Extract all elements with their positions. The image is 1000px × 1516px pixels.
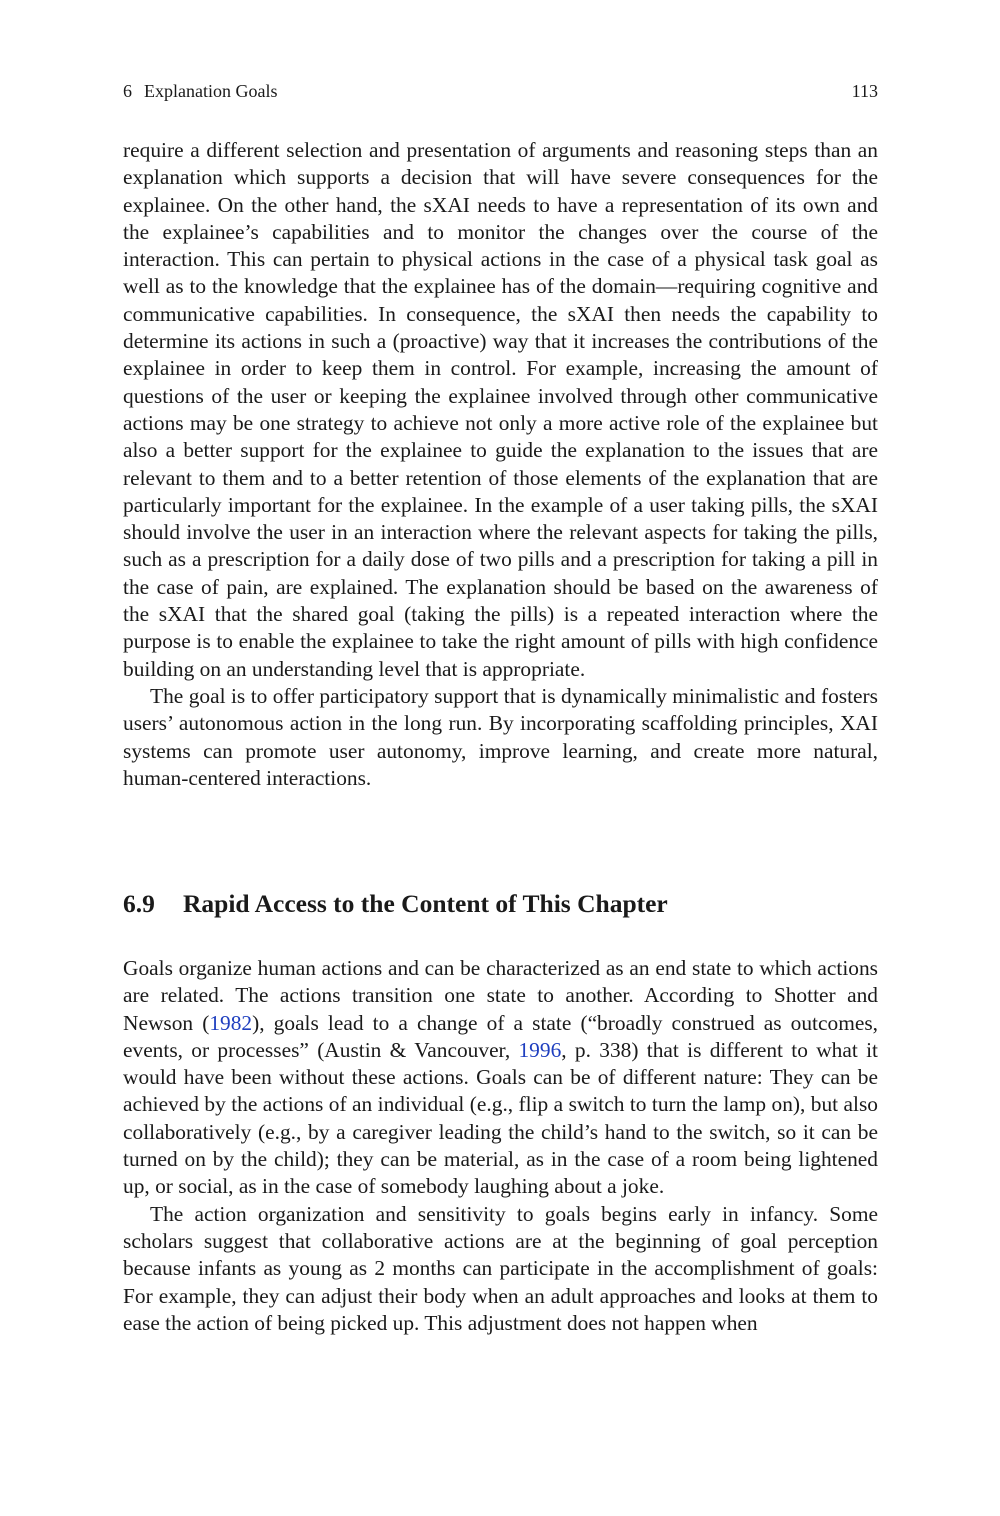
citation-link-1996[interactable]: 1996 xyxy=(518,1037,562,1062)
paragraph xyxy=(123,955,878,1201)
section-heading xyxy=(123,887,878,921)
section-title: Rapid Access to the Content of This Chapter xyxy=(183,889,668,918)
paragraph: The goal is to offer participatory support that is dynamically minimalistic and fosters users’ autonomous action in the long run. By incorporating scaffolding principles, XAI systems can promote user autonomy, improve learning, and create more natural, human-centered interactions. xyxy=(123,683,878,790)
section-number: 6.9 xyxy=(123,889,155,918)
page-number: 113 xyxy=(851,81,878,101)
paragraph: The action organization and sensitivity to goals begins early in infancy. Some scholars suggest that collaborative actions are at the beginning of goal perception because infants as young as 2 months can participate in the accomplishment of goals: For example, they can adjust their body when an adult approaches and looks at them to ease the action of being picked up. This adjustment does not happen when xyxy=(123,1201,878,1335)
running-head xyxy=(123,79,878,103)
paragraph-text: ), goals lead to a change of a state (“broadly construed as outcomes, events, or processes” (Austin & Vancouver, xyxy=(123,1010,878,1062)
paragraph-text: , p. 338) that is different to what it would have been without these actions. Goals can be of different nature: They can be achieved by the actions of an individual (e.g., flip a switch to turn the lamp on), but also collaboratively (e.g., by a caregiver leading the child’s hand to the switch, so it can be turned on by the child); they can be material, as in the case of a room being lightened up, or social, as in the case of somebody laughing about a joke. xyxy=(123,1037,878,1199)
chapter-number: 6 xyxy=(123,81,132,101)
citation-link-1982[interactable]: 1982 xyxy=(209,1010,253,1035)
paragraph: require a different selection and presentation of arguments and reasoning steps than an explanation which supports a decision that will have severe consequences for the explainee. On the other hand, the sXAI needs to have a representation of its own and the explainee’s capabilities and to monitor the changes over the course of the interaction. This can pertain to physical actions in the case of a physical task goal as well as to the knowledge that the explainee has of the domain—requiring cognitive and communicative capabilities. In consequence, the sXAI then needs the capability to determine its actions in such a (proactive) way that it increases the contributions of the explainee in order to keep them in control. For example, increasing the amount of questions of the user or keeping the explainee involved through other communicative actions may be one strategy to achieve not only a more active role of the explainee but also a better support for the explainee to guide the explanation to the issues that are relevant to them and to a better retention of those elements of the explanation that are particularly important for the explainee. In the example of a user taking pills, the sXAI should involve the user in an interaction where the relevant aspects for taking the pills, such as a prescription for a daily dose of two pills and a prescription for taking a pill in the case of pain, are explained. The explanation should be based on the awareness of the sXAI that the shared goal (taking the pills) is a repeated interaction where the purpose is to enable the explainee to take the right amount of pills with high confidence building on an understanding level that is appropriate. xyxy=(123,138,878,681)
chapter-title: Explanation Goals xyxy=(144,81,278,101)
body-text-top xyxy=(123,137,878,792)
body-text-section xyxy=(123,955,878,1337)
running-head-chapter xyxy=(123,79,277,103)
paragraph-text: Goals organize human actions and can be characterized as an end state to which actions are related. The actions transition one state to another. According to Shotter and Newson ( xyxy=(123,956,878,1035)
